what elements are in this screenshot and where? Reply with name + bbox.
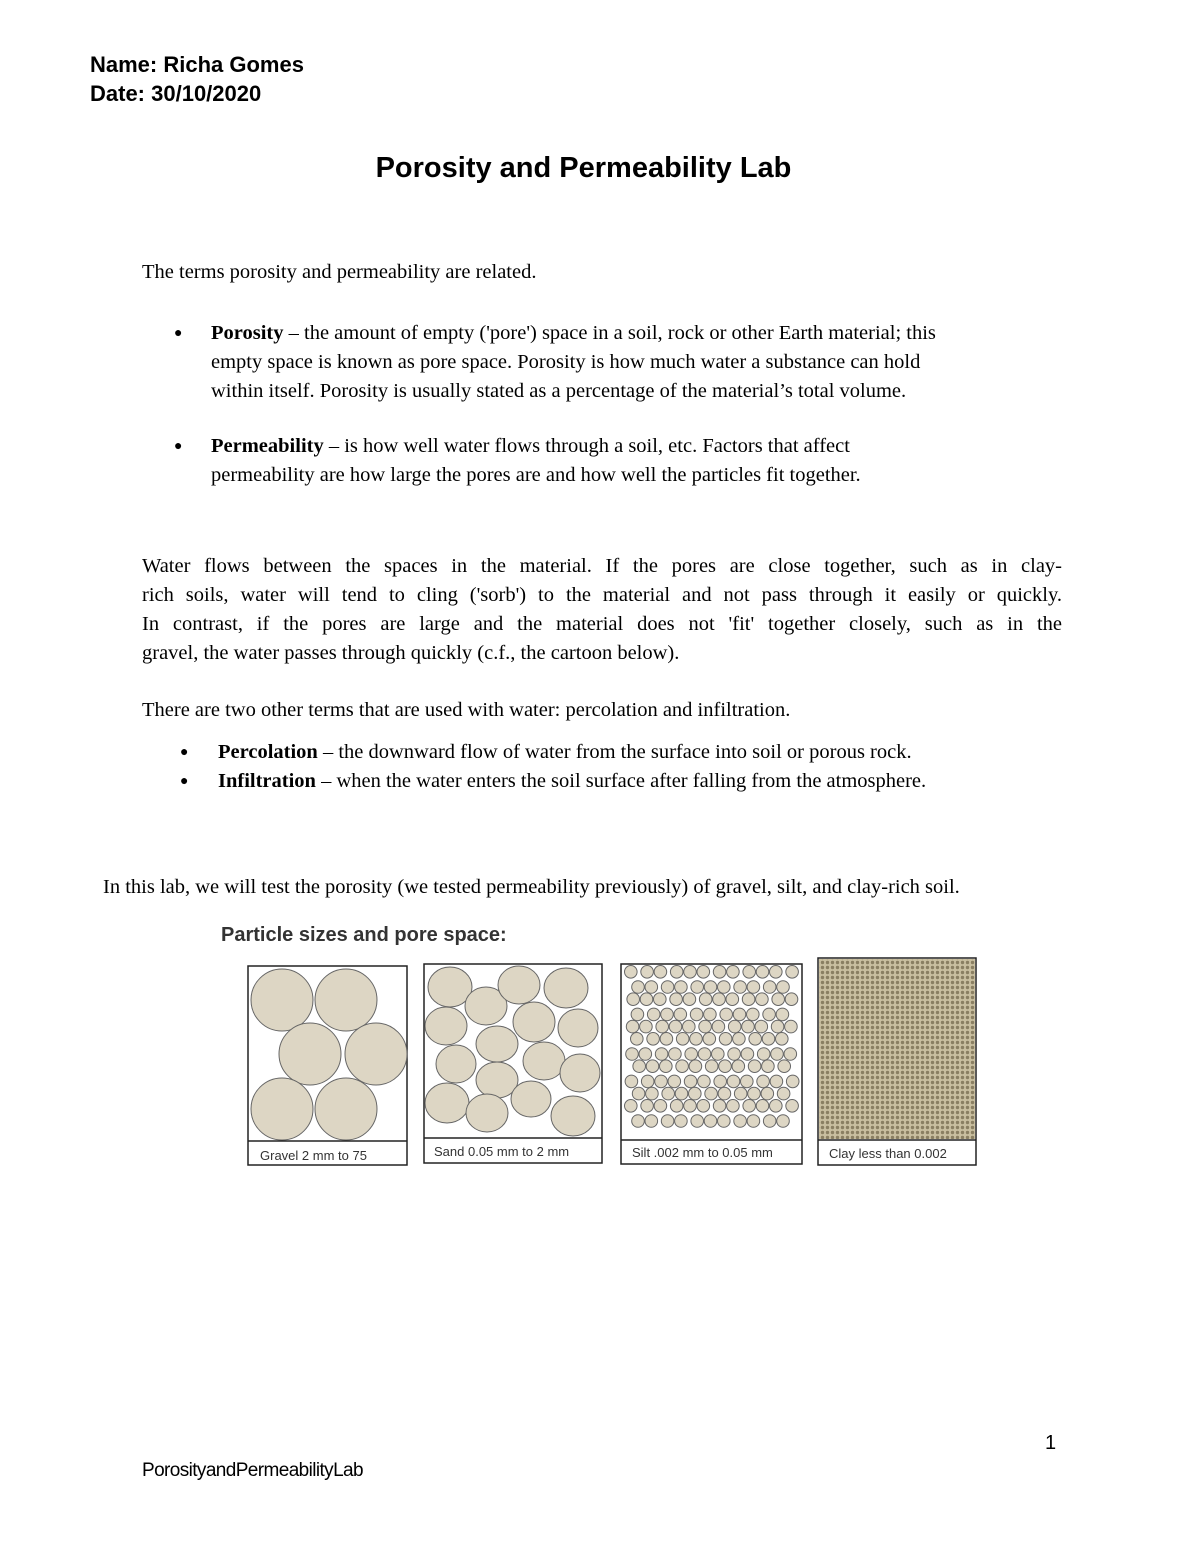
silt-grain: [703, 1033, 716, 1046]
silt-panel: [621, 964, 802, 1164]
lab-statement: In this lab, we will test the porosity (we tested permeability previously) of gravel, silt, and clay-rich soil.: [103, 876, 960, 898]
permeability-line-2: permeability are how large the pores are and how well the particles fit together.: [211, 464, 861, 486]
silt-grain: [732, 1060, 745, 1073]
gravel-grain: [315, 969, 377, 1031]
silt-grain: [684, 1075, 697, 1088]
page-number: 1: [1045, 1432, 1057, 1454]
bullet-icon: ●: [174, 326, 183, 341]
silt-grain: [660, 1060, 673, 1073]
silt-grain: [728, 1020, 741, 1033]
silt-grain: [674, 1008, 687, 1021]
silt-grain: [660, 1033, 673, 1046]
other-terms-intro: There are two other terms that are used with water: percolation and infiltration.: [142, 699, 791, 721]
silt-grain: [662, 1087, 675, 1100]
silt-grain: [733, 1008, 746, 1021]
silt-grain: [755, 1020, 768, 1033]
silt-grain: [670, 993, 683, 1006]
silt-grain: [626, 1020, 639, 1033]
silt-grain: [742, 993, 755, 1006]
bullet-icon: ●: [180, 774, 189, 789]
silt-grain: [697, 966, 710, 979]
sand-grain: [425, 1007, 467, 1045]
silt-grain: [647, 1008, 660, 1021]
silt-grain: [661, 1115, 674, 1128]
silt-grain: [712, 1048, 725, 1061]
silt-grain: [719, 1033, 732, 1046]
silt-grain: [704, 981, 717, 994]
silt-grain: [640, 993, 653, 1006]
silt-grain: [727, 1100, 740, 1113]
sand-grain: [513, 1002, 555, 1042]
silt-grain: [661, 1008, 674, 1021]
silt-grain: [645, 981, 658, 994]
silt-grain: [705, 1087, 718, 1100]
silt-grain: [771, 1048, 784, 1061]
silt-grain: [656, 1020, 669, 1033]
silt-grain: [747, 1115, 760, 1128]
silt-grain: [726, 993, 739, 1006]
silt-grain: [676, 1060, 689, 1073]
silt-grain: [654, 1100, 667, 1113]
silt-grain: [777, 1115, 790, 1128]
student-name: Name: Richa Gomes: [90, 52, 304, 77]
silt-grain: [626, 1048, 639, 1061]
silt-grain: [641, 966, 654, 979]
silt-grain: [669, 1020, 682, 1033]
silt-grain: [627, 993, 640, 1006]
silt-grain: [641, 1100, 654, 1113]
silt-grain: [718, 981, 731, 994]
silt-grain: [631, 1008, 644, 1021]
silt-grain: [734, 981, 747, 994]
silt-grain: [713, 966, 726, 979]
clay-texture: [819, 959, 975, 1139]
porosity-line-3: within itself. Porosity is usually stated as a percentage of the material’s total volume.: [211, 380, 907, 402]
silt-grain: [705, 1060, 718, 1073]
silt-grain: [763, 1115, 776, 1128]
silt-grain: [712, 1020, 725, 1033]
sand-grain: [498, 966, 540, 1004]
silt-grain: [655, 1048, 668, 1061]
silt-grain: [757, 1048, 770, 1061]
clay-panel: [818, 958, 976, 1165]
silt-grain: [714, 1075, 727, 1088]
sand-grain: [544, 968, 588, 1008]
silt-grain: [641, 1075, 654, 1088]
silt-grain: [763, 1008, 776, 1021]
sand-grain: [425, 1083, 469, 1123]
silt-grain: [786, 1100, 799, 1113]
sand-grain: [560, 1054, 600, 1092]
silt-grain: [646, 1087, 659, 1100]
silt-grain: [704, 1115, 717, 1128]
figure-caption: Particle sizes and pore space:: [221, 924, 507, 946]
permeability-term: Permeability: [211, 435, 324, 457]
silt-grain: [727, 1075, 740, 1088]
gravel-grain: [251, 969, 313, 1031]
silt-grain: [668, 1075, 681, 1088]
silt-grain: [655, 1075, 668, 1088]
silt-grain: [654, 966, 667, 979]
date-line: Date: 30/10/2020: [90, 81, 262, 106]
silt-grain: [777, 981, 790, 994]
infiltration-text: – when the water enters the soil surface after falling from the atmosphere.: [315, 770, 927, 792]
silt-grain: [632, 1115, 645, 1128]
silt-grain: [631, 1033, 644, 1046]
silt-grain: [661, 981, 674, 994]
silt-grain: [734, 1115, 747, 1128]
clay-label: Clay less than 0.002: [829, 1146, 947, 1161]
silt-grain: [683, 993, 696, 1006]
sand-label: Sand 0.05 mm to 2 mm: [434, 1144, 570, 1159]
silt-grain: [690, 1033, 703, 1046]
silt-grain: [771, 1020, 784, 1033]
silt-grain: [727, 966, 740, 979]
silt-grain: [632, 1087, 645, 1100]
silt-grain: [699, 1020, 712, 1033]
flow-line-3: In contrast, if the pores are large and the material does not 'fit' together closely, such as in the: [142, 613, 1062, 635]
silt-grain: [699, 993, 712, 1006]
silt-grain: [639, 1048, 652, 1061]
silt-grain: [785, 993, 798, 1006]
silt-grain: [689, 1087, 702, 1100]
silt-grain: [770, 966, 783, 979]
silt-grain: [640, 1020, 653, 1033]
gravel-label: Gravel 2 mm to 75: [260, 1148, 367, 1163]
silt-grain: [670, 1100, 683, 1113]
silt-grain: [676, 1033, 689, 1046]
silt-grain: [625, 1100, 638, 1113]
silt-grain: [762, 1033, 775, 1046]
bullet-icon: ●: [174, 439, 183, 454]
silt-grain: [762, 1060, 775, 1073]
silt-grain: [690, 1008, 703, 1021]
silt-grain: [786, 966, 799, 979]
silt-grain: [785, 1020, 798, 1033]
porosity-line-1: – the amount of empty ('pore') space in a soil, rock or other Earth material; this: [283, 322, 936, 344]
silt-grain: [770, 1075, 783, 1088]
sand-grain: [436, 1045, 476, 1083]
gravel-grain: [251, 1078, 313, 1140]
silt-grain: [646, 1060, 659, 1073]
silt-grain: [670, 966, 683, 979]
silt-grain: [742, 1020, 755, 1033]
sand-grain: [523, 1042, 565, 1080]
silt-grain: [733, 1033, 746, 1046]
sand-grain: [558, 1009, 598, 1047]
silt-grain: [743, 966, 756, 979]
flow-line-4: gravel, the water passes through quickly (c.f., the cartoon below).: [142, 642, 680, 664]
silt-grain: [772, 993, 785, 1006]
silt-grain: [691, 1115, 704, 1128]
silt-grain: [747, 1008, 760, 1021]
silt-grain: [684, 966, 697, 979]
silt-grain: [756, 993, 769, 1006]
silt-grain: [669, 1048, 682, 1061]
silt-grain: [749, 1033, 762, 1046]
silt-grain: [713, 993, 726, 1006]
silt-grain: [685, 1048, 698, 1061]
permeability-line-1: – is how well water flows through a soil, etc. Factors that affect: [323, 435, 850, 457]
footer-text: PorosityandPermeabilityLab: [142, 1460, 363, 1481]
silt-grain: [675, 1115, 688, 1128]
flow-line-2: rich soils, water will tend to cling ('sorb') to the material and not pass through it easily or quickly.: [142, 584, 1062, 606]
silt-grain: [734, 1087, 747, 1100]
silt-grain: [720, 1008, 733, 1021]
silt-grain: [704, 1008, 717, 1021]
silt-grain: [698, 1075, 711, 1088]
silt-grain: [776, 1008, 789, 1021]
silt-grain: [748, 1060, 761, 1073]
silt-grain: [675, 981, 688, 994]
silt-grain: [713, 1100, 726, 1113]
gravel-grain: [279, 1023, 341, 1085]
intro-text: The terms porosity and permeability are related.: [142, 261, 537, 283]
silt-grain: [770, 1100, 783, 1113]
silt-grain: [763, 981, 776, 994]
porosity-term: Porosity: [211, 322, 284, 344]
silt-grain: [633, 1060, 646, 1073]
silt-grain: [761, 1087, 774, 1100]
sand-grain: [466, 1094, 508, 1132]
page-title: Porosity and Permeability Lab: [375, 152, 792, 184]
silt-grain: [698, 1048, 711, 1061]
silt-grain: [718, 1087, 731, 1100]
silt-grain: [718, 1115, 731, 1128]
gravel-grain: [315, 1078, 377, 1140]
silt-grain: [654, 993, 667, 1006]
silt-grain: [741, 1075, 754, 1088]
silt-grain: [697, 1100, 710, 1113]
silt-grain: [777, 1087, 790, 1100]
bullet-icon: ●: [180, 745, 189, 760]
silt-grain: [719, 1060, 732, 1073]
silt-grain: [684, 1100, 697, 1113]
percolation-term: Percolation: [218, 741, 318, 763]
silt-grain: [784, 1048, 797, 1061]
sand-grain: [551, 1096, 595, 1136]
porosity-line-2: empty space is known as pore space. Porosity is how much water a substance can hold: [211, 351, 921, 373]
silt-grain: [776, 1033, 789, 1046]
silt-label: Silt .002 mm to 0.05 mm: [632, 1145, 773, 1160]
silt-grain: [728, 1048, 741, 1061]
silt-grain: [689, 1060, 702, 1073]
sand-grain: [511, 1081, 551, 1117]
silt-grain: [645, 1115, 658, 1128]
percolation-text: – the downward flow of water from the surface into soil or porous rock.: [317, 741, 912, 763]
silt-grain: [756, 966, 769, 979]
gravel-panel: [248, 966, 407, 1165]
silt-grain: [632, 981, 645, 994]
flow-line-1: Water flows between the spaces in the material. If the pores are close together, such as in clay-: [142, 555, 1062, 577]
silt-grain: [747, 981, 760, 994]
silt-grain: [683, 1020, 696, 1033]
silt-grain: [625, 966, 638, 979]
silt-grain: [675, 1087, 688, 1100]
silt-grain: [786, 1075, 799, 1088]
silt-grain: [757, 1075, 770, 1088]
silt-grain: [743, 1100, 756, 1113]
silt-grain: [741, 1048, 754, 1061]
silt-grain: [778, 1060, 791, 1073]
infiltration-term: Infiltration: [218, 770, 316, 792]
sand-grain: [476, 1026, 518, 1062]
silt-grain: [756, 1100, 769, 1113]
silt-grain: [625, 1075, 638, 1088]
silt-grain: [748, 1087, 761, 1100]
gravel-grain: [345, 1023, 407, 1085]
sand-panel: [424, 964, 602, 1163]
silt-grain: [647, 1033, 660, 1046]
silt-grain: [691, 981, 704, 994]
